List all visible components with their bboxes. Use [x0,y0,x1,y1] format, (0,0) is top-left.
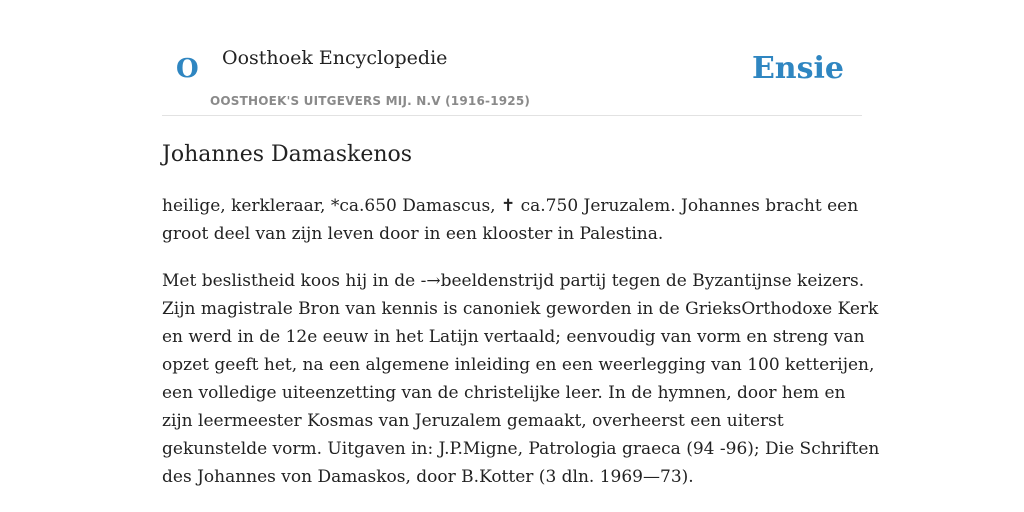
paragraph-line: Met beslistheid koos hij in de -→beeldenstrijd partij tegen de Byzantijnse keizers. [162,271,865,291]
paragraph-line: Zijn magistrale Bron van kennis is canoniek geworden in de GrieksOrthodoxe Kerk [162,299,879,319]
site-title[interactable]: Oosthoek Encyclopedie [222,47,448,69]
article-paragraph-1 [162,192,862,248]
paragraph-line: des Johannes von Damaskos, door B.Kotter (3 dln. 1969—73). [162,467,694,487]
site-logo[interactable]: O [176,54,199,84]
article-paragraph-2 [162,267,880,491]
paragraph-line: een volledige uiteenzetting van de christelijke leer. In de hymnen, door hem en [162,383,846,403]
paragraph-line: opzet geeft het, na een algemene inleiding en een weerlegging van 100 ketterijen, [162,355,875,375]
page [162,0,880,512]
paragraph-line: gekunstelde vorm. Uitgaven in: J.P.Migne, Patrologia graeca (94 -96); Die Schriften [162,439,880,459]
paragraph-line: en werd in de 12e eeuw in het Latijn vertaald; eenvoudig van vorm en streng van [162,327,865,347]
paragraph-line: zijn leermeester Kosmas van Jeruzalem gemaakt, overheerst een uiterst [162,411,784,431]
article-title: Johannes Damaskenos [162,142,413,167]
publisher-subtitle: OOSTHOEK'S UITGEVERS MIJ. N.V (1916-1925) [210,94,531,108]
header [162,0,862,116]
paragraph-line: heilige, kerkleraar, *ca.650 Damascus, ✝ ca.750 Jeruzalem. Johannes bracht een [162,196,859,216]
paragraph-line: groot deel van zijn leven door in een klooster in Palestina. [162,224,664,244]
ensie-brand-link[interactable]: Ensie [751,51,844,86]
